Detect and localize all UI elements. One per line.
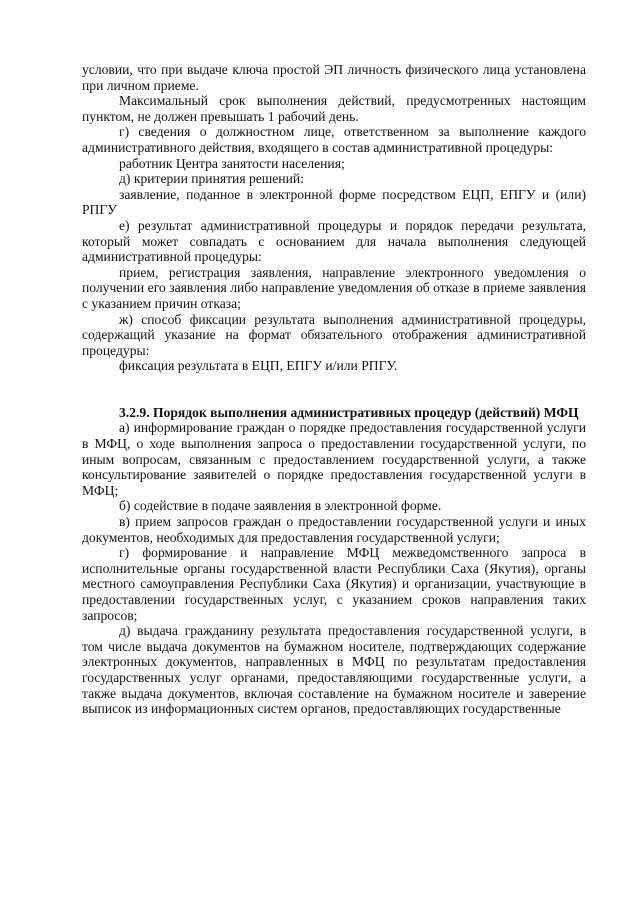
paragraph: прием, регистрация заявления, направление электронного уведомления о получении его заявления либо направление уведомления об отказе в приеме заявления с указанием причин отказа; [82, 264, 586, 311]
paragraph: условии, что при выдаче ключа простой ЭП личность физического лица установлена при личном приеме. [82, 62, 586, 93]
paragraph: ж) способ фиксации результата выполнения административной процедуры, содержащий указание на формат обязательного отображения административной процедуры: [82, 311, 586, 358]
paragraph: г) формирование и направление МФЦ межведомственного запроса в исполнительные органы государственной власти Республики Саха (Якутия), органы местного самоуправления Республики Саха (Якутия) и организации, участвующие в предоставлении государственных услуг, с указанием сроков направления таких запросов; [82, 545, 586, 623]
paragraph: д) критерии принятия решений: [119, 171, 304, 187]
document-body [82, 62, 586, 717]
paragraph: работник Центра занятости населения; [119, 155, 345, 171]
paragraph: б) содействие в подаче заявления в электронной форме. [119, 498, 442, 514]
paragraph: заявление, поданное в электронной форме посредством ЕЦП, ЕПГУ и (или) РПГУ [82, 186, 586, 218]
paragraph: фиксация результата в ЕЦП, ЕПГУ и/или РПГУ. [119, 358, 398, 374]
paragraph: Максимальный срок выполнения действий, предусмотренных настоящим пунктом, не должен превышать 1 рабочий день. [82, 93, 586, 124]
paragraph: е) результат административной процедуры и порядок передачи результата, который может совпадать с основанием для начала выполнения следующей административной процедуры: [82, 217, 586, 265]
paragraph: д) выдача гражданину результата предоставления государственной услуги, в том числе выдача документов на бумажном носителе, подтверждающих содержание электронных документов, направленных в МФЦ по результатам предоставления государственных услуг органами, предоставляющими государственные услуги, а также выдача документов, включая составление на бумажном носителе и заверение выписок из информационных систем органов, предоставляющих государственные [82, 623, 586, 717]
section-heading: 3.2.9. Порядок выполнения административных процедур (действий) МФЦ [119, 404, 579, 420]
paragraph: а) информирование граждан о порядке предоставления государственной услуги в МФЦ, о ходе выполнения запроса о предоставлении государственной услуги, по иным вопросам, связанным с предоставлением государственной услуги, а также консультирование заявителей о порядке предоставления государственной услуги в МФЦ; [82, 420, 586, 498]
paragraph: г) сведения о должностном лице, ответственном за выполнение каждого административного действия, входящего в состав административной процедуры: [82, 124, 586, 155]
section-spacer [82, 374, 586, 405]
paragraph: в) прием запросов граждан о предоставлении государственной услуги и иных документов, необходимых для предоставления государственной услуги; [82, 514, 586, 545]
